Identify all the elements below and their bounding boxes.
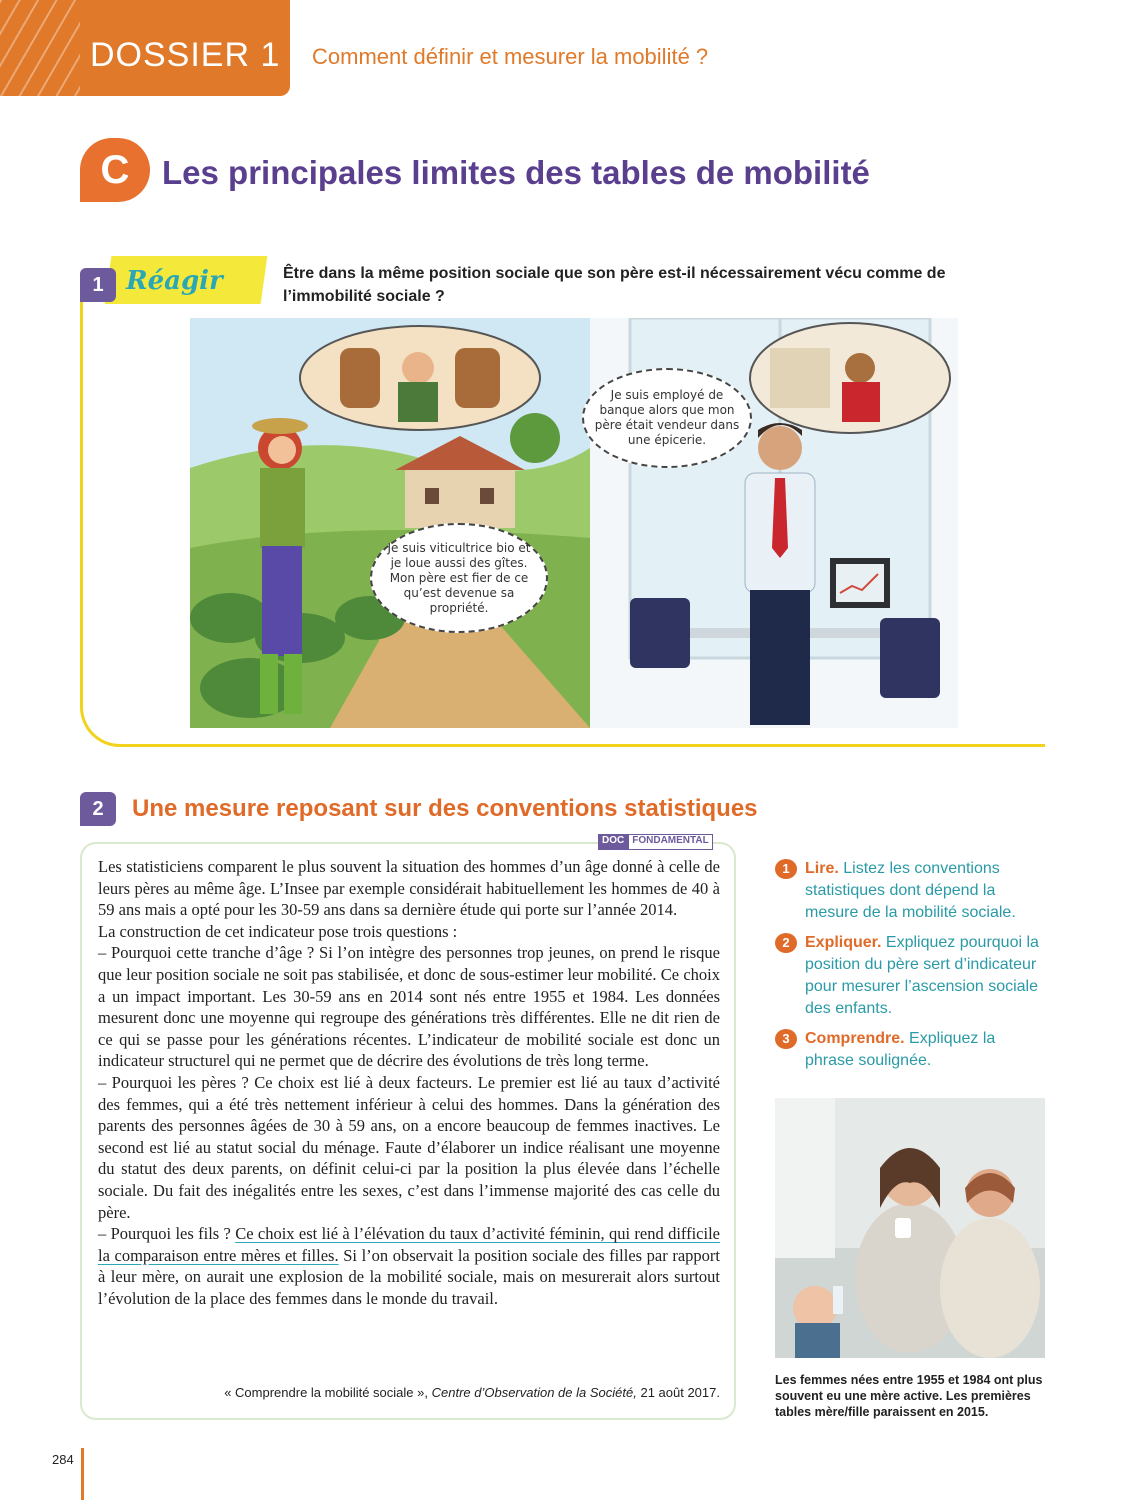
question-text: Listez les conventions statistiques dont dépend la mesure de la mobilité sociale.	[805, 860, 1016, 921]
doc2-source	[98, 1385, 720, 1400]
p5-end: Si l’on observait la position sociale des filles par rapport à leur mère, on aurait une explosion de la mobilité sociale, mais on mesurerait alors surtout l’évolution de la place des femmes dans le monde du travail.	[98, 1245, 720, 1308]
question-label: Expliquer.	[805, 934, 882, 951]
family-photo	[775, 1098, 1045, 1358]
doc2-body	[98, 856, 720, 1309]
doc2-paragraph: – Pourquoi cette tranche d’âge ? Si l’on intègre des personnes trop jeunes, on prend le risque que leur position sociale ne soit pas stabilisée, et donc de sous-estimer leur mobilité. Ce choix a un impact important. Les 30-59 ans en 2014 sont nés entre 1955 et 1984. Les données mesurent donc une moyenne qui regroupe des générations très différentes. Elle ne dit rien de ce qui se passe pour les générations récentes. L’indicateur de mobilité sociale est donc un indicateur structurel qui ne permet que de décrire des évolutions de très long terme.	[98, 943, 720, 1071]
question-text: Expliquez la phrase soulignée.	[805, 1030, 996, 1069]
speech-bubble-winemaker: Je suis viticultrice bio et je loue aussi des gîtes. Mon père est fier de ce qu’est devenue sa propriété.	[370, 523, 548, 633]
question-text: Expliquez pourquoi la position du père sert d’indicateur pour mesurer l’ascension sociale des enfants.	[805, 934, 1039, 1017]
badge-doc: DOC	[598, 834, 628, 850]
doc2-paragraph: Les statisticiens comparent le plus souvent la situation des hommes d’un âge donné à celle de leurs pères au même âge. L’Insee par exemple considérait habituellement les hommes de 40 à 59 ans mais a opté pour les 30-59 ans dans sa dernière étude qui porte sur l’année 2014.	[98, 857, 720, 920]
reagir-label: Réagir	[126, 266, 223, 296]
doc2-paragraph-last	[98, 1223, 720, 1309]
questions-list	[775, 858, 1045, 1080]
question-item	[775, 858, 1045, 924]
photo-drawing	[775, 1098, 1045, 1358]
underlined-sentence: Ce choix est lié à l’élévation du taux d’activité féminin, qui rend difficile la comparaison entre mères et filles.	[98, 1224, 720, 1265]
question-number: 2	[775, 933, 797, 953]
photo-caption: Les femmes nées entre 1955 et 1984 ont plus souvent eu une mère active. Les premières tables mère/fille paraissent en 2015.	[775, 1373, 1043, 1419]
page-margin-bar	[81, 1448, 84, 1500]
page-number: 284	[52, 1452, 74, 1467]
dossier-subtitle: Comment définir et mesurer la mobilité ?	[312, 44, 709, 69]
dossier-tab	[0, 0, 290, 96]
p5-start: – Pourquoi les fils ?	[98, 1224, 236, 1244]
dossier-label: DOSSIER 1	[90, 36, 281, 74]
speech-bubble-bank-employee: Je suis employé de banque alors que mon père était vendeur dans une épicerie.	[582, 368, 752, 468]
section-letter-badge: C	[80, 138, 150, 202]
doc2-paragraph: – Pourquoi les pères ? Ce choix est lié à deux facteurs. Le premier est lié au taux d’activité des femmes, qui a été très nettement inférieur à celui des hommes. Dans la génération des parents des personnes âgées de 30 à 59 ans, on a encore beaucoup de femmes inactives. Le second est lié au statut social du ménage. Faute d’élaborer un indice réalisant une moyenne du statut des deux parents, on définit celui-ci par la position la plus élevée dans l’échelle sociale. Du fait des inégalités entre les sexes, c’est dans l’immense majorité des cas celle du père.	[98, 1072, 720, 1222]
question-number: 3	[775, 1029, 797, 1049]
doc2-title: Une mesure reposant sur des conventions statistiques	[132, 795, 758, 822]
doc1-number-badge: 1	[80, 268, 116, 302]
doc2-paragraph: La construction de cet indicateur pose trois questions :	[98, 921, 458, 941]
decorative-stripes	[0, 0, 80, 96]
doc1-question: Être dans la même position sociale que son père est-il nécessairement vécu comme de l’immobilité sociale ?	[283, 265, 946, 305]
question-label: Comprendre.	[805, 1030, 905, 1047]
doc2-number-badge: 2	[80, 792, 116, 826]
badge-fondamental: FONDAMENTAL	[628, 834, 712, 850]
comic-illustration	[190, 318, 958, 728]
comic-drawing	[190, 318, 958, 728]
question-item	[775, 932, 1045, 1020]
question-number: 1	[775, 859, 797, 879]
question-label: Lire.	[805, 860, 839, 877]
source-publisher: Centre d’Observation de la Société,	[431, 1385, 637, 1400]
question-item	[775, 1028, 1045, 1072]
doc-fondamental-badge	[598, 834, 713, 850]
source-title: « Comprendre la mobilité sociale »,	[224, 1385, 428, 1400]
section-title: Les principales limites des tables de mobilité	[162, 154, 870, 191]
source-date: 21 août 2017.	[640, 1385, 720, 1400]
